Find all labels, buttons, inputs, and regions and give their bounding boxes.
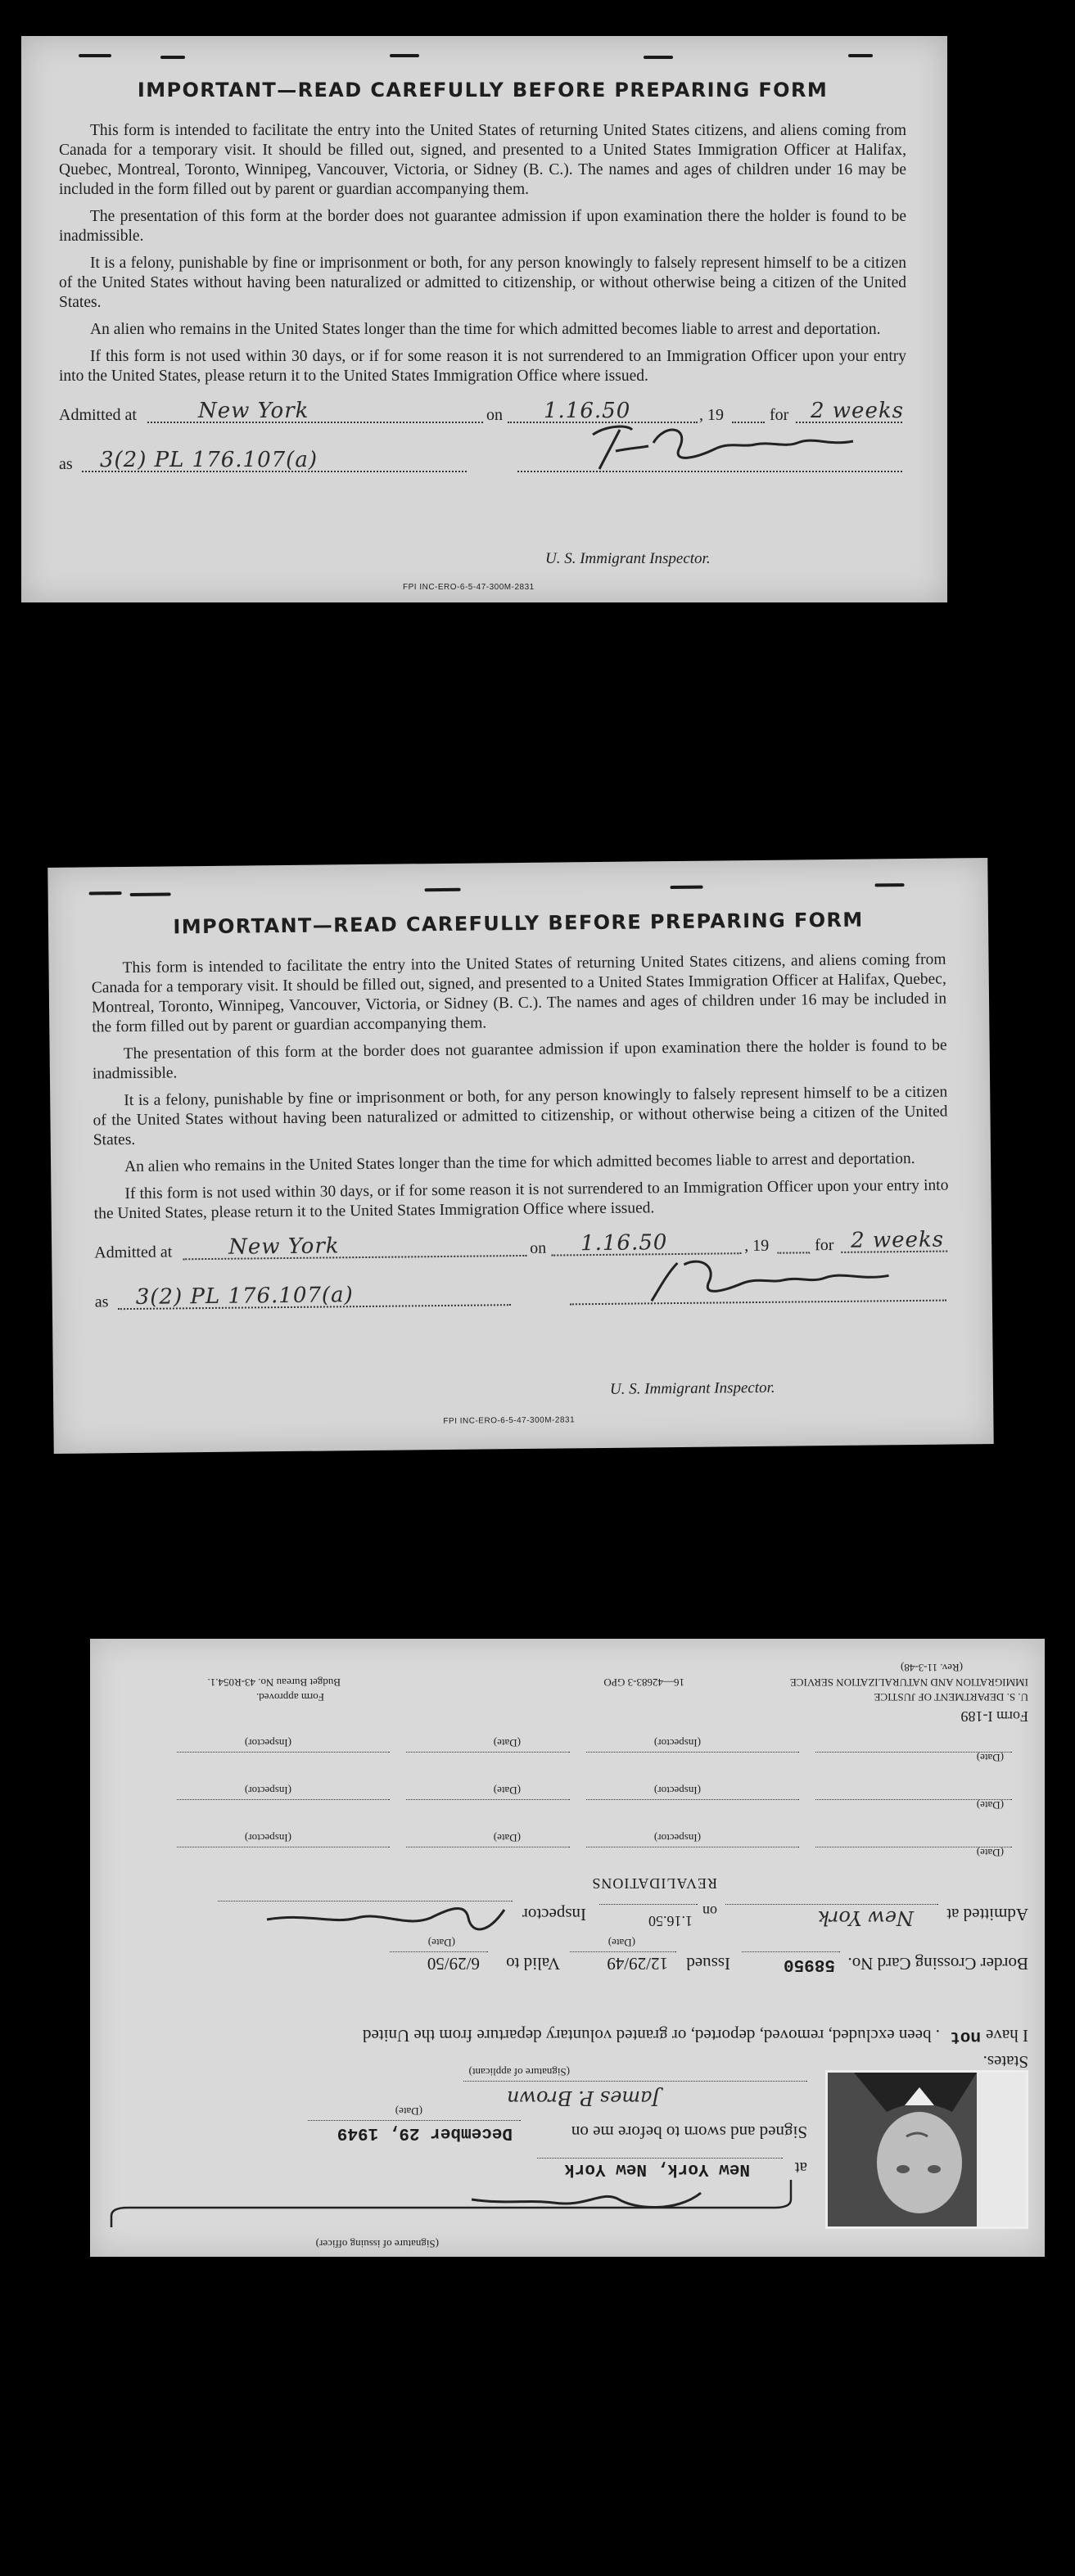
admitted-at-label: Admitted at xyxy=(59,406,137,424)
reval-date-3b: (Date) xyxy=(493,1737,521,1749)
paragraph-purpose: This form is intended to facilitate the entry into the United States of returning United States citizens, and aliens coming from Canada for a temporary visit. It should be filled out, signed, and presented to a United States Immigration Officer at Halifax, Quebec, Montreal, Toronto, Winnipeg, Vancouver, Victoria, or Sidney (B. C.). The names and ages of children under 16 may be included in the form filled out by parent or guardian accompanying them. xyxy=(59,122,906,198)
reval-date-2b: (Date) xyxy=(493,1784,521,1797)
year-label: , 19 xyxy=(699,406,724,424)
punch-mark xyxy=(425,888,461,891)
punch-mark xyxy=(671,886,703,889)
entry-card-2 xyxy=(47,858,993,1454)
department: U. S. DEPARTMENT OF JUSTICE xyxy=(874,1691,1028,1703)
paragraph-felony: It is a felony, punishable by fine or imprisonment or both, for any person knowingly to falsely represent himself to be a citizen of the United States without having been naturalized or admitted to citizenship, or without otherwise being a citizen of the United States. xyxy=(59,255,906,311)
card-heading: IMPORTANT—READ CAREFULLY BEFORE PREPARING FORM xyxy=(173,908,864,939)
paragraph-admission: The presentation of this form at the border does not guarantee admission if upon examination there the holder is found to be inadmissible. xyxy=(59,208,906,245)
admitted-at-value: New York xyxy=(198,399,309,423)
service: IMMIGRATION AND NATURALIZATION SERVICE xyxy=(789,1676,1028,1689)
approval: Form approved. xyxy=(255,1691,324,1703)
year-label: , 19 xyxy=(744,1236,770,1256)
admitted-on-value: 1.16.50 xyxy=(648,1913,693,1929)
card-no: 58950 xyxy=(783,1955,835,1974)
on-value: 1.16.50 xyxy=(580,1230,668,1256)
inspector-signature xyxy=(583,418,878,476)
border-crossing-card xyxy=(90,1639,1045,2257)
punch-mark xyxy=(130,892,171,896)
inspector-label: Inspector xyxy=(522,1905,586,1924)
paragraph-return: If this form is not used within 30 days, or if for some reason it is not surrendered to an Immigration Officer upon your entry into the United States, please return it to the United States Immigration Office where issued. xyxy=(59,348,906,385)
issued-value: 12/29/49 xyxy=(607,1954,668,1974)
on-label: on xyxy=(530,1238,547,1257)
gpo-code: 16—42683-3 GPO xyxy=(603,1676,684,1689)
statement-end: States. xyxy=(982,2052,1028,2072)
inspector-signature xyxy=(635,1252,914,1308)
for-value: 2 weeks xyxy=(850,1227,945,1253)
applicant-signature: James P. Brown xyxy=(507,2087,660,2109)
reval-date-1b: (Date) xyxy=(493,1832,521,1844)
reval-inspector-3b: (Inspector) xyxy=(244,1737,291,1749)
statement-text: . been excluded, removed, deported, or granted voluntary departure from the United xyxy=(363,2026,940,2046)
sworn-place: New York, New York xyxy=(564,2159,750,2178)
paragraph-admission: The presentation of this form at the border does not guarantee admission if upon examination there the holder is found to be inadmissible. xyxy=(92,1036,947,1083)
reval-date-2: (Date) xyxy=(976,1799,1004,1811)
on-label: on xyxy=(486,406,503,424)
reval-inspector-2: (Inspector) xyxy=(653,1784,701,1797)
sworn-date-caption: (Date) xyxy=(395,2105,422,2118)
card-no-label: Border Crossing Card No. xyxy=(847,1954,1028,1974)
reval-inspector-2b: (Inspector) xyxy=(244,1784,291,1797)
paragraph-felony: It is a felony, punishable by fine or imprisonment or both, for any person knowingly to falsely represent himself to be a citizen of the United States without having been naturalized or admitted to citizenship, or without otherwise being a citizen of the United States. xyxy=(93,1083,948,1149)
valid-label: Valid to xyxy=(506,1954,560,1974)
punch-mark xyxy=(79,54,111,57)
inspector-signature xyxy=(218,1897,513,1942)
paragraph-alien: An alien who remains in the United States longer than the time for which admitted becomes liable to arrest and deportation. xyxy=(90,321,881,338)
reval-date-3: (Date) xyxy=(976,1752,1004,1764)
revalidations-heading: REVALIDATIONS xyxy=(591,1875,717,1892)
admitted-at-label: Admitted at xyxy=(94,1243,173,1262)
issued-label: Issued xyxy=(686,1954,730,1974)
for-value: 2 weeks xyxy=(811,399,904,423)
status-row xyxy=(59,431,906,480)
admitted-at-value: New York xyxy=(228,1234,340,1260)
paragraph-alien: An alien who remains in the United States longer than the time for which admitted becomes liable to arrest and deportation. xyxy=(124,1149,915,1176)
valid-value: 6/29/50 xyxy=(427,1954,480,1974)
as-value: 3(2) PL 176.107(a) xyxy=(100,448,318,472)
card-heading: IMPORTANT—READ CAREFULLY BEFORE PREPARING FORM xyxy=(137,79,829,102)
inspector-label: U. S. Immigrant Inspector. xyxy=(545,550,711,567)
sworn-date: December 29, 1949 xyxy=(337,2123,513,2142)
applicant-caption: (Signature of applicant) xyxy=(468,2066,570,2078)
paragraph-purpose: This form is intended to facilitate the entry into the United States of returning United States citizens, and aliens coming from Canada for a temporary visit. It should be filled out, signed, and presented to a United States Immigration Officer at Halifax, Quebec, Montreal, Toronto, Winnipeg, Vancouver, Victoria, or Sidney (B. C.). The names and ages of children under 16 may be included in the form filled out by parent or guardian accompanying them. xyxy=(91,950,947,1036)
reval-inspector-3: (Inspector) xyxy=(653,1737,701,1749)
on-value: 1.16.50 xyxy=(544,399,631,423)
budget: Budget Bureau No. 43-R054.1. xyxy=(207,1676,341,1689)
entry-card-1 xyxy=(21,36,947,602)
form-code: FPI INC-ERO-6-5-47-300M-2831 xyxy=(403,583,535,592)
punch-mark xyxy=(875,883,905,886)
at-label: at xyxy=(794,2159,807,2178)
admitted-at-value: New York xyxy=(817,1906,914,1929)
valid-date-caption: (Date) xyxy=(427,1937,455,1949)
inspector-label: U. S. Immigrant Inspector. xyxy=(609,1378,775,1398)
form-name: Form I-189 xyxy=(960,1708,1028,1725)
punch-mark xyxy=(390,54,419,57)
admitted-at-label: Admitted at xyxy=(946,1905,1028,1924)
issuing-officer-caption: (Signature of issuing officer) xyxy=(315,2238,439,2250)
as-label: as xyxy=(59,455,73,473)
punch-mark xyxy=(160,56,185,59)
reval-inspector-1b: (Inspector) xyxy=(244,1832,291,1844)
revision: (Rev. 11-3-48) xyxy=(901,1662,963,1674)
as-value: 3(2) PL 176.107(a) xyxy=(135,1283,354,1310)
form-code: FPI INC-ERO-6-5-47-300M-2831 xyxy=(443,1415,576,1427)
reval-date-1: (Date) xyxy=(976,1847,1004,1859)
issued-date-caption: (Date) xyxy=(608,1937,635,1949)
punch-mark xyxy=(848,54,873,57)
for-label: for xyxy=(770,406,789,424)
as-label: as xyxy=(94,1293,109,1311)
for-label: for xyxy=(815,1236,834,1255)
reval-inspector-1: (Inspector) xyxy=(653,1832,701,1844)
punch-mark xyxy=(644,56,673,59)
admitted-on-label: on xyxy=(702,1903,717,1920)
statement-start: I have xyxy=(986,2026,1028,2046)
status-row xyxy=(94,1261,950,1319)
statement-not: not xyxy=(950,2027,981,2046)
punch-mark xyxy=(89,891,122,895)
paragraph-return: If this form is not used within 30 days, or if for some reason it is not surrendered to an Immigration Officer upon your entry into the United States, please return it to the United States Immigration Office where issued. xyxy=(93,1176,949,1223)
border-crossing-card-records xyxy=(90,1639,1045,2257)
signed-sworn-label: Signed and sworn to before me on xyxy=(571,2123,807,2142)
